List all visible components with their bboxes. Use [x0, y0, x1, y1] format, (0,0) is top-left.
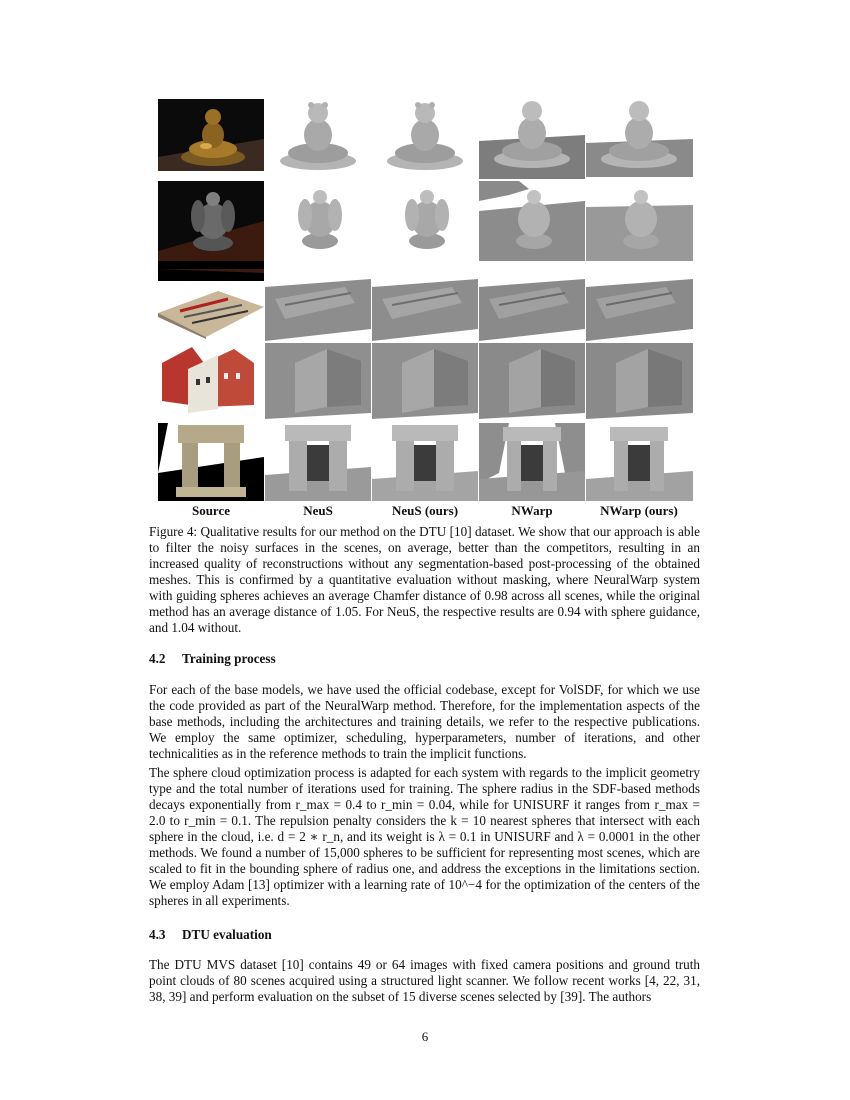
neus-mesh-angel [265, 181, 371, 281]
figure-caption-text: Figure 4: Qualitative results for our method on the DTU [10] dataset. We show that our approach is able to filter the noisy surfaces in the scenes, on average, better than the competitors, resulting in an increased quality of reconstructions without any segmentation-based post-processing of the obtained meshes. This is confirmed by a quantitative evaluation without masking, where NeuralWarp system with guiding spheres achieves an average Chamfer distance of 0.98 across all scenes, while the original method has an average distance of 1.05. For NeuS, the respective results are 0.94 with sphere guidance, and 1.04 without. [149, 524, 700, 635]
neus-mesh-houses [265, 343, 371, 419]
column-label-source: Source [191, 503, 231, 518]
section-number: 4.3 [149, 927, 166, 942]
paragraph-4-2-2 [149, 765, 700, 909]
source-image-arch [158, 423, 264, 501]
column-label-neus-ours: NeuS (ours) [391, 503, 459, 518]
source-image-buddha [158, 99, 264, 171]
neus-ours-mesh-buddha [372, 99, 478, 179]
neus-ours-mesh-arch [372, 423, 478, 501]
paragraph-text: The DTU MVS dataset [10] contains 49 or 64 images with fixed camera positions and ground truth point clouds of 80 scenes acquired using a structured light scanner. We follow recent works [4, 22, 31, 38, 39] and perform evaluation on the subset of 15 diverse scenes selected by [39]. The authors [149, 957, 700, 1004]
figure-4-grid [158, 99, 693, 501]
column-label-nwarp-ours: NWarp (ours) [600, 503, 678, 518]
source-image-angel [158, 181, 264, 281]
nwarp-ours-mesh-houses [586, 343, 693, 419]
nwarp-mesh-angel [479, 181, 585, 281]
section-title: DTU evaluation [182, 927, 272, 942]
nwarp-ours-mesh-angel [586, 181, 693, 281]
neus-ours-mesh-tools [372, 279, 478, 341]
column-label-nwarp: NWarp [511, 503, 553, 518]
nwarp-ours-mesh-tools [586, 279, 693, 341]
section-title: Training process [182, 651, 276, 666]
nwarp-mesh-houses [479, 343, 585, 419]
neus-mesh-buddha [265, 99, 371, 179]
paragraph-4-2-1 [149, 682, 700, 762]
neus-ours-mesh-houses [372, 343, 478, 419]
page-number: 6 [421, 1029, 429, 1044]
figure-column-labels [158, 503, 693, 519]
nwarp-mesh-buddha [479, 99, 585, 179]
neus-mesh-arch [265, 423, 371, 501]
neus-ours-mesh-angel [372, 181, 478, 281]
paragraph-4-3-1 [149, 957, 700, 1005]
nwarp-mesh-tools [479, 279, 585, 341]
nwarp-mesh-arch [479, 423, 585, 501]
paragraph-text: The sphere cloud optimization process is adapted for each system with regards to the implicit geometry type and the total number of iterations used for training. The sphere radius in the SDF-based methods decays exponentially from r_max = 0.4 to r_min = 0.04, while for UNISURF it ranges from r_max = 2.0 to r_min = 0.1. The repulsion penalty considers the k = 10 nearest spheres that intersect with each sphere in the cloud, i.e. d = 2 ∗ r_n, and its weight is λ = 0.1 in UNISURF and λ = 0.0001 in the other methods. We found a number of 15,000 spheres to be sufficient for representing most scenes, which are scaled to fit in the bounding sphere of radius one, and address the exceptions in the limitations section. We employ Adam [13] optimizer with a learning rate of 10^−4 for the optimization of the centers of the spheres in all experiments. [149, 765, 700, 908]
neus-mesh-tools [265, 279, 371, 341]
section-number: 4.2 [149, 651, 166, 666]
nwarp-ours-mesh-arch [586, 423, 693, 501]
nwarp-ours-mesh-buddha [586, 99, 693, 179]
paragraph-text: For each of the base models, we have used the official codebase, except for VolSDF, for which we use the code provided as part of the NeuralWarp method. Therefore, for the implementation aspects of the base methods, including the architectures and training details, we refer to the respective publications. We employ the same optimizer, scheduling, hyperparameters, number of iterations, and other technicalities as in the reference methods to train the implicit functions. [149, 682, 700, 761]
section-heading-4-3 [149, 927, 272, 943]
source-image-tools [158, 283, 264, 339]
source-image-houses [158, 343, 264, 415]
section-heading-4-2 [149, 651, 276, 667]
figure-caption [149, 524, 700, 636]
column-label-neus: NeuS [303, 503, 333, 518]
